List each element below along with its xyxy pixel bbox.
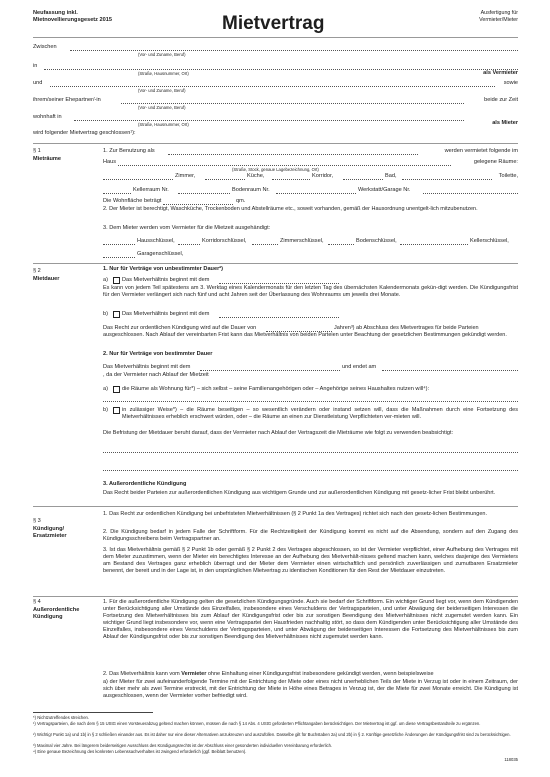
- tenant-address-field[interactable]: [74, 120, 464, 121]
- s2-a2-label: a): [103, 386, 108, 392]
- footnote-1: ¹) Vertragsparteien, die nach dem § 15 UStG einen Vorsteuerabzug geltend machen können, müssen die nach § 14 Abs. 4 UStG geforderten Pflichtangaben berücksichtigen. Der Mietvertrag ist ggf. um diese Vertragsbestandteile zu ergänzen.: [33, 721, 481, 726]
- s4-p2-intro: [103, 671, 518, 678]
- s2-h3: 3. Außerordentliche Kündigung: [103, 481, 187, 487]
- cellar-key-label: Kellerschlüssel,: [470, 238, 509, 244]
- address-hint: (Straße, Hausnummer, Ort): [138, 71, 189, 76]
- area-field[interactable]: [163, 204, 233, 205]
- copy-note-1: Ausfertigung für: [480, 10, 518, 16]
- page-title: Mietvertrag: [222, 13, 325, 34]
- toilet-label: Toilette,: [498, 173, 518, 179]
- own-use-reason-field[interactable]: [103, 401, 518, 402]
- house-location-field[interactable]: [118, 165, 451, 166]
- resident-label: wohnhaft in: [33, 114, 62, 120]
- s2-b2-label: b): [103, 407, 108, 413]
- house-key-field[interactable]: [103, 244, 135, 245]
- option-1a-checkbox[interactable]: [113, 277, 120, 284]
- s2-h1: 1. Nur für Verträge von unbestimmter Dauer²): [103, 266, 223, 272]
- area-unit: qm.: [236, 198, 246, 204]
- usage-intent-field-2[interactable]: [103, 470, 518, 471]
- between-label: Zwischen: [33, 44, 57, 50]
- landlord-name-field[interactable]: [70, 50, 518, 51]
- s3-divider: [33, 506, 518, 507]
- cellar-no-field[interactable]: [178, 193, 230, 194]
- option-1b-checkbox[interactable]: [113, 311, 120, 318]
- s2-a2-text: die Räume als Wohnung für*) – sich selbst – seine Familienangehörigen oder – Angehörige seines Haushaltes nutzen will⁴):: [122, 386, 430, 392]
- s4-p2a: 2. Das Mietverhältnis kann vom: [103, 671, 180, 677]
- option-2a-checkbox[interactable]: [113, 386, 120, 393]
- toilet-count-field[interactable]: [402, 179, 492, 180]
- s1-item1: 1. Zur Benutzung als: [103, 148, 155, 154]
- s3-title-2: Ersatzmieter: [33, 533, 67, 539]
- publisher-line-1: Neufassung inkl.: [33, 10, 78, 16]
- start-date-1b-field[interactable]: [219, 317, 339, 318]
- s4-number: § 4: [33, 599, 41, 605]
- s2-b-body1: Das Recht zur ordentlichen Kündigung wird auf die Dauer von: [103, 325, 257, 331]
- cellar-label: Kellerraum Nr.: [133, 187, 169, 193]
- name-hint-2: (Vor- und Zuname, Beruf): [138, 88, 186, 93]
- room-key-field[interactable]: [252, 244, 278, 245]
- s3-p3: 3. Ist das Mietverhältnis gemäß § 2 Punkt 1b oder gemäß § 2 Punkt 2 des Vertrages abgeschlossen, so ist der Vermieter verpflichtet, einer Aufhebung des Vertrages mit dem Mieter zuzustimmen, wenn der Mieter ein berechtigtes Interesse an der Aufhebung des Mietverhält-nisses geltend machen kann, welches dasjenige des Vermieters am Bestand des Vertrages ganz erheblich überragt und der Mieter dem Vermieter einen wirtschaftlich und persönlich zuverlässigen und zumutbaren Ersatzmieter benennt, der bereit und in der Lage ist, in den ursprünglichen Mietvertrag zu identischen Konditionen für den Rest der Mietdauer einzutreten.: [103, 547, 518, 574]
- as-landlord: als Vermieter: [483, 70, 518, 76]
- s2-b-label: b): [103, 311, 108, 317]
- s4-p1: 1. Für die außerordentliche Kündigung gelten die gesetzlichen Kündigungsgründe. Auch sie bedarf der Schriftform. Ein wichtiger Grund liegt vor, wenn dem Kündigenden unter Berücksichtigung aller Umstände des Einzelfalles, insbesondere eines Verschuldens der Vertragsparteien, und unter Abwägung der beiderseitigen Interessen die Fortsetzung des Mietverhältnisses bis zum Ablauf der Kündigungsfrist oder bis zur sonstigen Beendigung des Mietverhältnisses nicht zugemutet werden kann. Ein wichtiger Grund liegt insbesondere vor, wenn eine Vertragspartei den Hausfrieden nachhaltig stört, so dass dem Kündigenden unter Berücksichtigung aller Umstände des Einzelfalles, insbesondere eines Verschuldens der Vertragsparteien, und unter Abwägung der beiderseitigen Interessen die Fortsetzung des Mietverhältnisses bis zum Ablauf der Kündigungsfrist oder bis zur sonstigen Beendigung des Mietverhältnisses nicht zugemutet werden kann.: [103, 599, 518, 640]
- spouse-label: ihrem/seiner Ehepartner/-in: [33, 97, 101, 103]
- publisher-line-2: Mietnovellierungsgesetz 2015: [33, 16, 112, 23]
- room-key-label: Zimmerschlüssel,: [280, 238, 324, 244]
- garage-label: Werkstatt/Garage Nr.: [358, 187, 411, 193]
- attic-key-label: Bodenschlüssel,: [356, 238, 397, 244]
- s2-b-body2-start: Jahren³) ab Abschluss des Mietvertrages für beide Parteien: [334, 325, 479, 331]
- as-tenant: als Mieter: [492, 120, 518, 126]
- haus-label: Haus: [103, 159, 117, 165]
- s4-title-2: Kündigung: [33, 614, 63, 620]
- s2-d-text: Das Mietverhältnis beginnt mit dem: [103, 364, 191, 370]
- at-time: beide zur Zeit: [484, 97, 518, 103]
- attic-label: Bodenraum Nr.: [232, 187, 270, 193]
- form-number: 118035: [504, 757, 518, 762]
- s3-number: § 3: [33, 518, 41, 524]
- and-label: und: [33, 80, 43, 86]
- s2-b-text: Das Mietverhältnis beginnt mit dem: [122, 311, 210, 317]
- rooms-label: Zimmer,: [175, 173, 196, 179]
- address-hint-2: (Straße, Hausnummer, Ort): [138, 122, 189, 127]
- footnote-3: ³) Maximal vier Jahre. Bei längerem beiderseitigen Ausschluss des Kündigungsrechts ist der Abschluss einer gesonderten individuellen Vereinbarung erforderlich.: [33, 743, 333, 748]
- s2-a-text: Das Mietverhältnis beginnt mit dem: [122, 277, 210, 283]
- copy-note-2: Vermieter/Mieter: [479, 16, 518, 23]
- s4-title-1: Außerordentliche: [33, 607, 80, 613]
- s1-item3: 3. Dem Mieter werden vom Vermieter für die Mietzeit ausgehändigt:: [103, 225, 271, 231]
- footnote-4: ⁴) Eine genaue Bezeichnung des konkreten Lebenssachverhaltes ist zwingend erforderlich (ggf. Beiblatt benutzen).: [33, 749, 247, 754]
- in-label: in: [33, 63, 38, 69]
- concluded-text: wird folgender Mietvertrag geschlossen¹):: [33, 130, 136, 136]
- and-right: sowie: [503, 80, 518, 86]
- kitchen-label: Küche,: [247, 173, 265, 179]
- corridor-key-field[interactable]: [178, 244, 200, 245]
- s2-limit-text: Die Befristung der Mietdauer beruht darauf, dass der Vermieter nach Ablauf der Vertragszeit die Mieträume wie folgt zu verwenden beabsichtigt:: [103, 430, 454, 436]
- garage-key-label: Garagenschlüssel,: [137, 251, 184, 257]
- tenant-name-field[interactable]: [50, 86, 495, 87]
- s3-p2: 2. Die Kündigung bedarf in jedem Falle der Schriftform. Für die Rechtzeitigkeit der Kündigung kommt es nicht auf die Absendung, sondern auf den Zugang des Kündigungsschreibens beim Vertragspartner an.: [103, 529, 518, 542]
- garage-no-field[interactable]: [423, 193, 518, 194]
- kitchen-count-field[interactable]: [205, 179, 245, 180]
- cellar-key-field[interactable]: [400, 244, 468, 245]
- s2-d-line2: , da der Vermieter nach Ablauf der Mietzeit: [103, 372, 209, 378]
- s4-p2-a: a) der Mieter für zwei aufeinanderfolgende Termine mit der Entrichtung der Miete oder eines nicht unerheblichen Teils der Miete in Verzug ist oder in einem Zeitraum, der sich über mehr als zwei Termine erstreckt, mit der Entrichtung der Miete in Höhe eines Betrages in Verzug ist, der die Miete für zwei Monate erreicht. Die Kündigung ist ausgeschlossen, wenn der Vermieter vorher befriedigt wird.: [103, 679, 518, 699]
- s2-d-end: und endet am: [342, 364, 377, 370]
- s3-p1: 1. Das Recht zur ordentlichen Kündigung bei unbefristeten Mietverhältnissen (§ 2 Punkt 1a des Vertrages) richtet sich nach den gesetz-lichen Bestimmungen.: [103, 511, 487, 517]
- s2-a-body: Es kann von jedem Teil spätestens am 3. Werktag eines Kalendermonats für den letzten Tag des übernächsten Kalendermonats gekün-digt werden. Die Kündigungsfrist für den Vermieter verlängert sich nach fünf und acht Jahren seit der Überlassung des Wohnraums um jeweils drei Monate.: [103, 285, 518, 298]
- house-key-label: Hausschlüssel,: [137, 238, 175, 244]
- corridor-key-label: Korridorschlüssel,: [202, 238, 247, 244]
- bath-count-field[interactable]: [343, 179, 383, 180]
- s2-b-body2: ausgeschlossen. Nach Ablauf der vereinbarten Frist kann das Mietverhältnis von beiden Parteien unter Beachtung der gesetzlichen Bestimmungen gekündigt werden.: [103, 332, 507, 338]
- s2-divider: [33, 263, 518, 264]
- s2-number: § 2: [33, 268, 41, 274]
- spouse-name-field[interactable]: [121, 103, 464, 104]
- s4-p2c: ohne Einhaltung einer Kündigungsfrist insbesondere gekündigt werden, wenn beispielsweise: [207, 671, 434, 677]
- s3-title-1: Kündigung/: [33, 526, 65, 532]
- haus-right: gelegene Räume:: [473, 159, 518, 165]
- s2-title: Mietdauer: [33, 276, 60, 282]
- bath-label: Bad,: [385, 173, 397, 179]
- cellar-count-field[interactable]: [103, 193, 131, 194]
- area-label: Die Wohnfläche beträgt: [103, 198, 162, 204]
- rooms-count-field[interactable]: [103, 179, 173, 180]
- haus-hint: (Straße, Stock, genaue Lagebezeichnung, Ort): [232, 167, 319, 172]
- header-divider: [33, 37, 518, 38]
- option-2b-checkbox[interactable]: [113, 407, 120, 414]
- garage-key-field[interactable]: [103, 257, 135, 258]
- corridor-label: Korridor,: [312, 173, 334, 179]
- footnote-2: ²) Wichtig! Punkt 1a) und 1b) in § 2 schließen einander aus. Es ist daher nur eine dieser Alternativen anzukreuzen und auszufüllen. Dasselbe gilt für Buchstaben 2a) und 2b) in § 2. Künftige gesetzliche Änderungen der Kündigungsfrist sind zu berücksichtigen.: [33, 732, 511, 737]
- name-hint-3: (Vor- und Zuname, Beruf): [138, 105, 186, 110]
- s4-divider: [33, 596, 518, 597]
- s1-item1-right: werden vermietet folgende im: [444, 148, 518, 154]
- attic-no-field[interactable]: [276, 193, 356, 194]
- fixed-start-field[interactable]: [200, 370, 340, 371]
- s2-a-label: a): [103, 277, 108, 283]
- footnote-0: *) Nichtzutreffendes streichen.: [33, 715, 90, 720]
- s1-number: § 1: [33, 148, 41, 154]
- s1-item2: 2. Der Mieter ist berechtigt, Waschküche, Trockenboden und Abstellräume etc., soweit vorhanden, gemäß der Hausordnung unentgelt-lich mitzubenutzen.: [103, 206, 478, 212]
- s2-h3-intro: Das Recht beider Parteien zur außerordentlichen Kündigung aus wichtigem Grunde und zur außerordentlichen Kündigung mit gesetz-licher Frist bleibt unberührt.: [103, 490, 496, 496]
- start-date-1a-field[interactable]: [219, 283, 339, 284]
- landlord-address-field[interactable]: [44, 69, 518, 70]
- usage-field[interactable]: [168, 154, 418, 155]
- attic-key-field[interactable]: [328, 244, 354, 245]
- s2-h2: 2. Nur für Verträge von bestimmter Dauer: [103, 351, 213, 357]
- corridor-count-field[interactable]: [272, 179, 310, 180]
- usage-intent-field-1[interactable]: [103, 452, 518, 453]
- fixed-end-field[interactable]: [382, 370, 518, 371]
- s1-title: Mieträume: [33, 156, 61, 162]
- footnote-divider: [33, 712, 153, 713]
- s1-divider: [33, 143, 518, 144]
- s2-b2-text: in zulässiger Weise*) – die Räume beseitigen – so wesentlich verändern oder instand setzen will, dass die Maßnahmen durch eine Fortsetzung des Mietverhältnisses erheblich erschwert würden, oder – die Räume an einen zur Dienstleistung Verpflichteten ver-mieten will.: [122, 407, 518, 420]
- name-hint: (Vor- und Zuname, Beruf): [138, 52, 186, 57]
- s4-p2b: Vermieter: [181, 671, 207, 677]
